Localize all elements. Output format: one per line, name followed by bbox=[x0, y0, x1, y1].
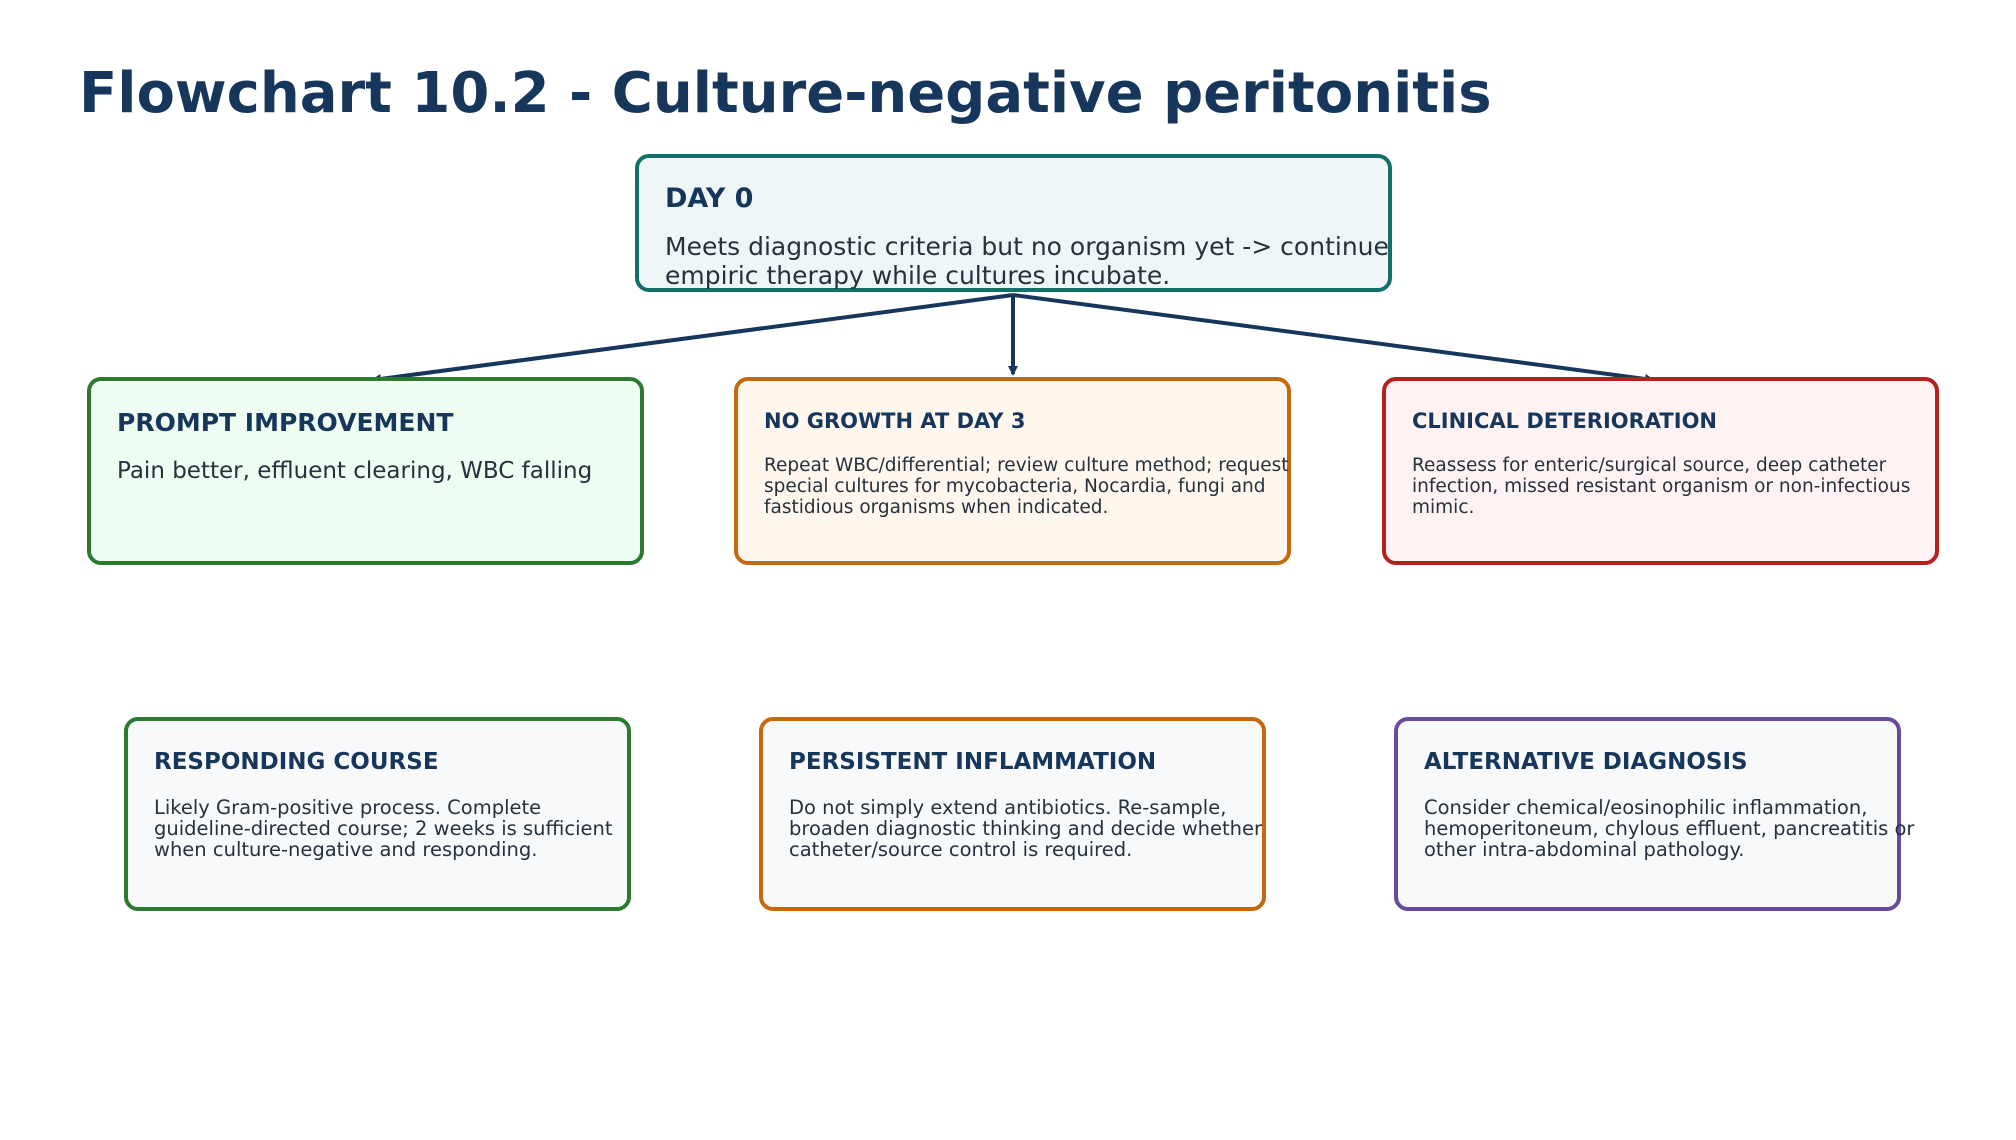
node-clinical-deterioration-heading: CLINICAL DETERIORATION bbox=[1412, 409, 1717, 433]
node-prompt-improvement-text: Pain better, effluent clearing, WBC falling bbox=[117, 458, 593, 484]
node-clinical-deterioration bbox=[1382, 377, 1939, 565]
node-no-growth-day3 bbox=[734, 377, 1291, 565]
node-prompt-improvement bbox=[87, 377, 644, 565]
node-responding-course-text: Likely Gram-positive process. Complete guideline-directed course; 2 weeks is sufficient when culture-negative and responding. bbox=[154, 796, 613, 861]
node-persistent-inflammation bbox=[759, 717, 1266, 911]
arrow-day0-to-prompt-improvement bbox=[373, 295, 1013, 380]
node-alternative-diagnosis-heading: ALTERNATIVE DIAGNOSIS bbox=[1424, 749, 1748, 775]
node-no-growth-day3-text: Repeat WBC/differential; review culture method; request special cultures for mycobacteria, Nocardia, fungi and fastidious organisms when indicated. bbox=[764, 455, 1289, 518]
node-responding-course bbox=[124, 717, 631, 911]
node-responding-course-heading: RESPONDING COURSE bbox=[154, 749, 439, 775]
page-title: Flowchart 10.2 - Culture-negative peritonitis bbox=[79, 61, 1492, 126]
node-alternative-diagnosis-text: Consider chemical/eosinophilic inflammation, hemoperitoneum, chylous effluent, pancreatitis or other intra-abdominal pathology. bbox=[1424, 796, 1915, 861]
node-persistent-inflammation-text: Do not simply extend antibiotics. Re-sample, broaden diagnostic thinking and decide whether catheter/source control is required. bbox=[789, 796, 1263, 861]
node-prompt-improvement-heading: PROMPT IMPROVEMENT bbox=[117, 408, 454, 437]
node-alternative-diagnosis bbox=[1394, 717, 1915, 911]
node-day0-text: Meets diagnostic criteria but no organism yet -> continue empiric therapy while cultures incubate. bbox=[665, 232, 1389, 290]
node-day0-heading: DAY 0 bbox=[665, 183, 754, 214]
node-clinical-deterioration-text: Reassess for enteric/surgical source, deep catheter infection, missed resistant organism or non-infectious mimic. bbox=[1412, 455, 1911, 518]
arrow-day0-to-clinical-deterioration bbox=[1013, 295, 1653, 380]
node-no-growth-day3-heading: NO GROWTH AT DAY 3 bbox=[764, 409, 1026, 433]
node-day0 bbox=[635, 154, 1392, 292]
node-persistent-inflammation-heading: PERSISTENT INFLAMMATION bbox=[789, 749, 1157, 775]
